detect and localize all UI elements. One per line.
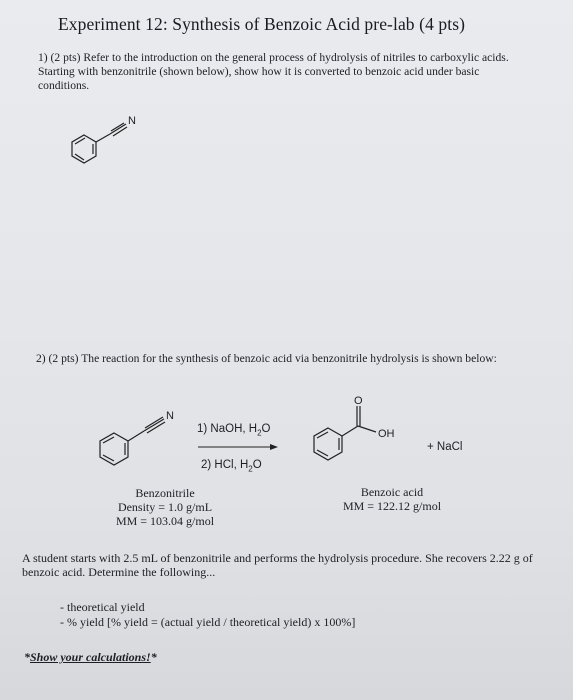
benzonitrile-mm: MM = 103.04 g/mol [115, 513, 215, 528]
benzoic-acid-mm: MM = 122.12 g/mol [342, 498, 442, 513]
task-theoretical-yield: - theoretical yield [60, 600, 145, 614]
benzoic-acid-structure [300, 390, 420, 470]
page-title: Experiment 12: Synthesis of Benzoic Acid pre-lab (4 pts) [58, 14, 466, 34]
benzoic-acid-info [312, 486, 472, 514]
task-list [60, 600, 355, 630]
benzonitrile-info [85, 487, 245, 528]
question-1-text: 1) (2 pts) Refer to the introduction on the general process of hydrolysis of nitriles to carboxylic acids. Starting with benzonitrile (shown below), show how it is converted to benzoic acid under basic conditions. [38, 51, 509, 92]
byproduct-nacl: + NaCl [427, 441, 463, 453]
nitrile-n-label: N [128, 115, 136, 127]
reagent-step-1: 1) NaOH, $H_2O$ [197, 423, 271, 438]
benzonitrile-structure-q2 [90, 405, 200, 475]
student-scenario-text: A student starts with 2.5 mL of benzonitrile and performs the hydrolysis procedure. She recovers 2.22 g of benzoic acid. Determine the following... [22, 551, 533, 579]
show-calculations-note: *Show your calculations!* [24, 650, 157, 664]
question-2-text: 2) (2 pts) The reaction for the synthesis of benzoic acid via benzonitrile hydrolysis is shown below: [36, 352, 497, 365]
benzonitrile-density: Density = 1.0 g/mL [117, 499, 213, 514]
benzonitrile-structure-q1 [60, 110, 170, 170]
carbonyl-o-label: O [354, 395, 363, 407]
reaction-arrow [198, 443, 278, 451]
reactant-n-label: N [166, 410, 174, 422]
hydroxyl-oh-label: OH [378, 428, 395, 440]
benzoic-acid-name: Benzoic acid [360, 485, 424, 499]
task-percent-yield: - % yield [% yield = (actual yield / theoretical yield) x 100%] [60, 615, 356, 629]
reagent-step-2: 2) HCl, $H_2O$ [201, 459, 262, 474]
benzonitrile-name: Benzonitrile [135, 486, 195, 500]
